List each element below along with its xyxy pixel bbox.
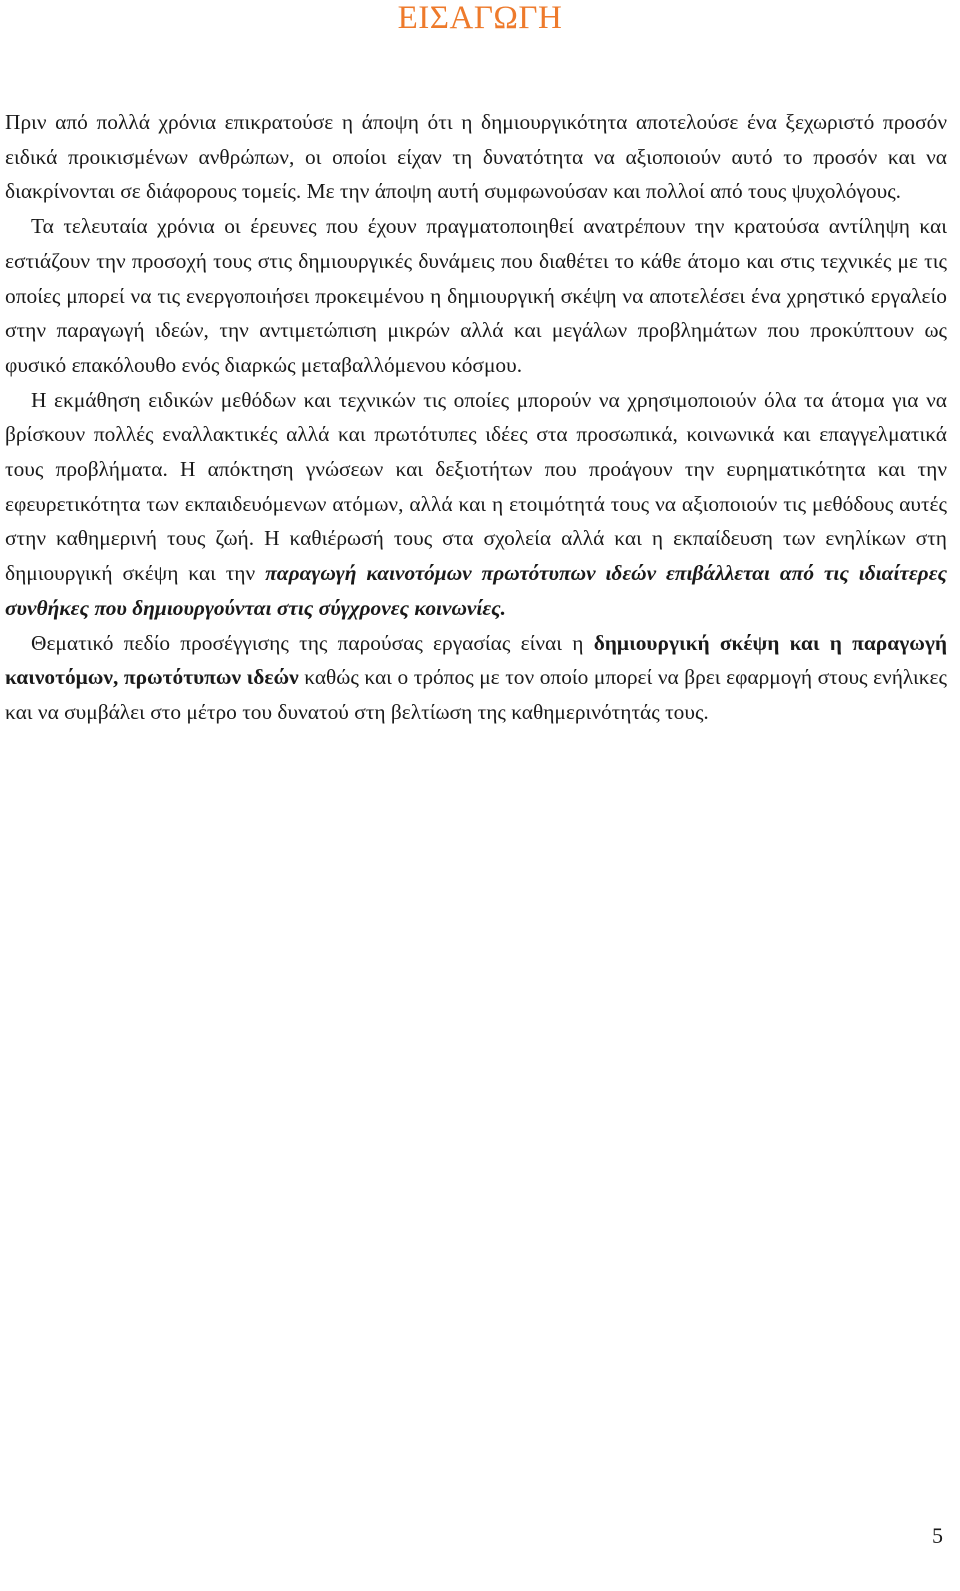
- page-number: 5: [932, 1523, 943, 1548]
- paragraph-3-text: Η εκμάθηση ειδικών μεθόδων και τεχνικών τις οποίες μπορούν να χρησιμοποιούν όλα τα άτομα για να βρίσκουν πολλές εναλλακτικές αλλά και πρωτότυπες ιδέες στα προσωπικά, κοινωνικά και επαγγελματικά τους προβλήματα. Η απόκτηση γνώσεων και δεξιοτήτων που προάγουν την ευρηματικότητα και την εφευρετικότητα των εκπαιδευόμενων ατόμων, αλλά και η ετοιμότητά τους να αξιοποιούν τις μεθόδους αυτές στην καθημερινή τους ζωή. Η καθιέρωσή τους στα σχολεία αλλά και η εκπαίδευση των ενηλίκων στη δημιουργική σκέψη και την: [5, 387, 947, 586]
- page-title: ΕΙΣΑΓΩΓΗ: [397, 0, 563, 36]
- paragraph-3-emphasis: παραγωγή καινοτόμων πρωτότυπων ιδεών επιβάλλεται από τις ιδιαίτερες συνθήκες που δημιουργούνται στις σύγχρονες κοινωνίες.: [5, 561, 947, 620]
- paragraph-3: [5, 383, 947, 626]
- paragraph-1: Πριν από πολλά χρόνια επικρατούσε η άποψη ότι η δημιουργικότητα αποτελούσε ένα ξεχωριστό προσόν ειδικά προικισμένων ανθρώπων, οι οποίοι είχαν τη δυνατότητα να αξιοποιούν αυτό το προσόν και να διακρίνονται σε διάφορους τομείς. Με την άποψη αυτή συμφωνούσαν και πολλοί από τους ψυχολόγους.: [5, 110, 947, 204]
- paragraph-4-text-start: Θεματικό πεδίο προσέγγισης της παρούσας εργασίας είναι η: [31, 630, 594, 655]
- document-body: [5, 105, 947, 730]
- paragraph-2: Τα τελευταία χρόνια οι έρευνες που έχουν πραγματοποιηθεί ανατρέπουν την κρατούσα αντίληψη και εστιάζουν την προσοχή τους στις δημιουργικές δυνάμεις που διαθέτει το κάθε άτομο και στις τεχνικές με τις οποίες μπορεί να τις ενεργοποιήσει προκειμένου η δημιουργική σκέψη να αποτελέσει ένα χρηστικό εργαλείο στην παραγωγή ιδεών, την αντιμετώπιση μικρών αλλά και μεγάλων προβλημάτων που προκύπτουν ως φυσικό επακόλουθο ενός διαρκώς μεταβαλλόμενου κόσμου.: [5, 214, 947, 377]
- paragraph-4: [5, 626, 947, 730]
- paragraph-4-emphasis: δημιουργική σκέψη και η παραγωγή καινοτόμων, πρωτότυπων ιδεών: [5, 630, 947, 690]
- paragraph-4-text-end: καθώς και ο τρόπος με τον οποίο μπορεί να βρει εφαρμογή στους ενήλικες και να συμβάλει στο μέτρο του δυνατού στη βελτίωση της καθημερινότητάς τους.: [5, 665, 948, 724]
